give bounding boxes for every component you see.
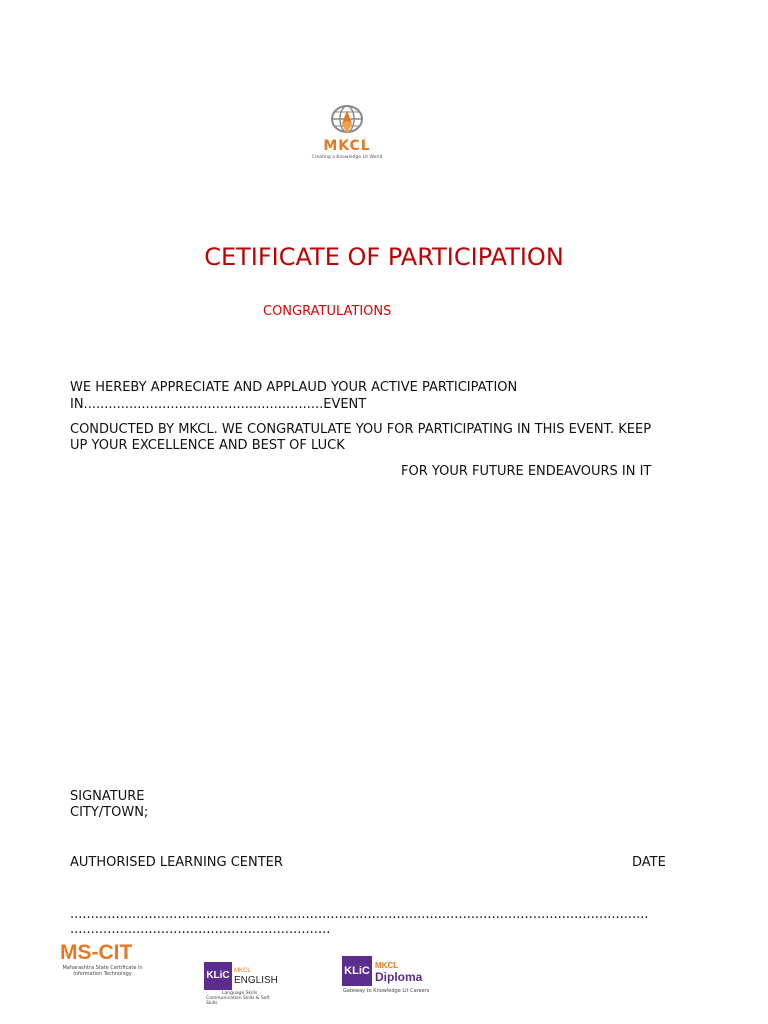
logo-name: MKCL — [323, 138, 371, 154]
klic-diploma-name: Diploma — [375, 970, 423, 984]
dotted-line-1: ............................................................................................................................................ — [70, 907, 649, 922]
klic-english-logo — [204, 962, 282, 1006]
mscit-subtitle-2: Information Technology — [73, 971, 132, 977]
certificate-title: CETIFICATE OF PARTICIPATION — [204, 243, 564, 271]
klic-english-name: ENGLISH — [234, 975, 278, 986]
klic-english-sub-2: Communication Skills & Soft Skills — [206, 996, 270, 1006]
signature-label: SIGNATURE — [70, 789, 145, 804]
globe-icon — [328, 104, 366, 138]
klic-mark-diploma: KLiC — [342, 956, 372, 986]
city-label: CITY/TOWN; — [70, 805, 149, 820]
mkcl-logo — [296, 104, 398, 162]
mscit-logo — [60, 941, 145, 977]
body-line-1: WE HEREBY APPRECIATE AND APPLAUD YOUR ACTIVE PARTICIPATION — [70, 380, 518, 395]
date-label: DATE — [632, 855, 666, 870]
klic-mark-english: KLiC — [204, 962, 232, 990]
dotted-line-2: ............................................................... — [70, 922, 331, 937]
klic-english-sub-1: Language Skills — [222, 991, 258, 996]
klic-diploma-sub: Gateway to Knowledge Lit Careers — [343, 988, 430, 994]
body-line-2: IN..........................................................EVENT — [70, 397, 367, 412]
body-line-5: FOR YOUR FUTURE ENDEAVOURS IN IT — [401, 464, 652, 479]
body-line-4: UP YOUR EXCELLENCE AND BEST OF LUCK — [70, 438, 345, 453]
klic-diploma-logo — [342, 956, 432, 996]
klic-diploma-mkcl: MKCL — [375, 961, 399, 970]
alc-label: AUTHORISED LEARNING CENTER — [70, 855, 283, 870]
mscit-subtitle-1: Maharashtra State Certificate in — [62, 965, 143, 971]
body-line-3: CONDUCTED BY MKCL. WE CONGRATULATE YOU FOR PARTICIPATING IN THIS EVENT. KEEP — [70, 422, 652, 437]
mscit-title: MS-CIT — [60, 941, 133, 964]
klic-english-mkcl: MKCL — [234, 968, 251, 974]
congratulations-text: CONGRATULATIONS — [263, 304, 392, 319]
logo-tagline: Creating a Knowledge Lit World — [311, 155, 383, 160]
